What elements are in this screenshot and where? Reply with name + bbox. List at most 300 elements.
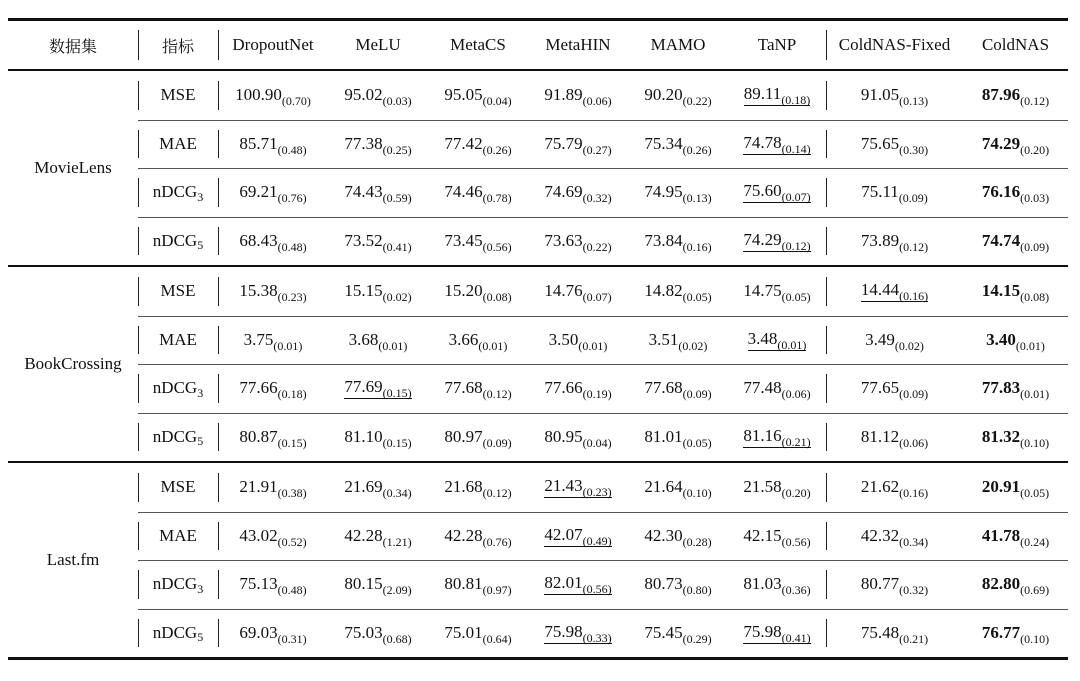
std-value: (0.12): [899, 239, 929, 254]
value-cell: [728, 267, 826, 316]
metric-value: [239, 133, 307, 157]
metric-name: MAE: [159, 329, 197, 349]
value-cell: [328, 217, 428, 266]
column-divider: [826, 326, 827, 355]
std-value: (0.15): [382, 386, 412, 401]
std-value: (0.06): [582, 94, 612, 109]
metric-value: [444, 230, 512, 254]
column-divider: [826, 277, 827, 306]
column-header: [218, 21, 328, 69]
value-cell: [628, 560, 728, 609]
value-cell: [328, 71, 428, 120]
column-header: [8, 21, 138, 69]
metric-name: MAE: [159, 525, 197, 545]
column-divider: [826, 570, 827, 599]
best-value: [981, 182, 1050, 206]
std-value: (0.08): [482, 290, 512, 305]
mean-value: 42.07: [544, 524, 583, 544]
column-divider: [826, 227, 827, 256]
mean-value: 3.50: [548, 329, 579, 349]
mean-value: 76.16: [981, 182, 1021, 202]
std-value: (0.56): [582, 582, 612, 597]
std-value: (0.07): [582, 290, 612, 305]
metric-value: [743, 477, 811, 501]
value-cell: [963, 609, 1068, 658]
metric-cell: [138, 512, 218, 561]
value-cell: [826, 609, 963, 658]
std-value: (0.20): [781, 486, 811, 501]
metric-value: [444, 477, 512, 501]
metric-value: [544, 85, 612, 109]
metric-value: [344, 622, 412, 646]
mean-value: 77.65: [860, 378, 900, 398]
column-divider: [138, 423, 139, 452]
best-value: [981, 85, 1050, 109]
column-header-label: MeLU: [355, 35, 401, 54]
metric-value: [344, 133, 412, 157]
column-header-label: MetaCS: [450, 35, 506, 54]
second-best-value: [743, 426, 810, 448]
std-value: (0.56): [781, 534, 811, 549]
column-divider: [138, 30, 139, 60]
mean-value: 75.48: [860, 622, 900, 642]
mean-value: 42.32: [860, 525, 900, 545]
metric-value: [239, 426, 307, 450]
std-value: (0.04): [482, 94, 512, 109]
std-value: (0.05): [1020, 486, 1050, 501]
std-value: (0.21): [899, 631, 929, 646]
mean-value: 43.02: [239, 525, 278, 545]
metric-subscript: 5: [197, 434, 204, 449]
value-cell: [428, 512, 528, 561]
metric-subscript: 3: [197, 189, 204, 204]
value-cell: [218, 71, 328, 120]
column-divider: [218, 277, 219, 306]
metric-cell: [138, 413, 218, 462]
metric-value: [344, 230, 412, 254]
column-divider: [138, 522, 139, 551]
std-value: (0.56): [482, 239, 512, 254]
mean-value: 81.32: [981, 426, 1021, 446]
std-value: (0.27): [582, 142, 612, 157]
column-divider: [218, 227, 219, 256]
column-header: [328, 21, 428, 69]
mean-value: 74.95: [644, 182, 683, 202]
mean-value: 3.51: [648, 329, 679, 349]
column-header: [826, 21, 963, 69]
mean-value: 69.03: [239, 622, 278, 642]
metric-cell: [138, 463, 218, 512]
metric-value: [860, 574, 929, 598]
std-value: (0.06): [781, 387, 811, 402]
mean-value: 3.75: [243, 329, 274, 349]
metric-cell: [138, 168, 218, 217]
column-divider: [218, 326, 219, 355]
value-cell: [328, 120, 428, 169]
column-header-label: ColdNAS-Fixed: [838, 35, 951, 54]
mean-value: 69.21: [239, 182, 278, 202]
column-divider: [826, 30, 827, 60]
column-divider: [218, 473, 219, 502]
metric-value: [860, 85, 929, 109]
value-cell: [963, 413, 1068, 462]
value-cell: [963, 364, 1068, 413]
mean-value: 81.01: [644, 426, 683, 446]
metric-cell: [138, 364, 218, 413]
value-cell: [218, 463, 328, 512]
mean-value: 76.77: [981, 622, 1021, 642]
metric-value: [239, 574, 307, 598]
mean-value: 91.05: [860, 85, 900, 105]
std-value: (0.48): [277, 583, 307, 598]
std-value: (0.09): [482, 435, 512, 450]
value-cell: [328, 609, 428, 658]
value-cell: [428, 463, 528, 512]
std-value: (1.21): [382, 534, 412, 549]
std-value: (0.02): [382, 290, 412, 305]
metric-value: [860, 622, 929, 646]
std-value: (0.01): [478, 338, 508, 353]
mean-value: 74.46: [444, 182, 483, 202]
column-divider: [218, 619, 219, 648]
std-value: (0.04): [582, 435, 612, 450]
value-cell: [628, 267, 728, 316]
mean-value: 73.63: [544, 230, 583, 250]
std-value: (0.15): [277, 435, 307, 450]
mean-value: 42.28: [344, 525, 383, 545]
std-value: (0.41): [781, 630, 811, 645]
mean-value: 75.98: [544, 621, 583, 641]
std-value: (0.01): [378, 338, 408, 353]
std-value: (0.52): [277, 534, 307, 549]
second-best-value: [344, 377, 411, 399]
value-cell: [328, 463, 428, 512]
metric-value: [344, 281, 412, 305]
mean-value: 75.60: [743, 181, 782, 201]
metric-value: [444, 574, 512, 598]
mean-value: 14.76: [544, 281, 583, 301]
metric-value: [344, 525, 412, 549]
value-cell: [628, 609, 728, 658]
std-value: (0.48): [277, 142, 307, 157]
value-cell: [826, 217, 963, 266]
value-cell: [218, 316, 328, 365]
metric-value: [865, 329, 924, 353]
column-divider: [138, 178, 139, 207]
best-value: [981, 281, 1050, 305]
std-value: (0.03): [1020, 191, 1050, 206]
mean-value: 21.62: [860, 477, 900, 497]
std-value: (0.01): [1015, 338, 1045, 353]
std-value: (0.41): [382, 239, 412, 254]
value-cell: [826, 71, 963, 120]
value-cell: [328, 168, 428, 217]
column-divider: [826, 130, 827, 159]
value-cell: [528, 560, 628, 609]
metric-value: [239, 281, 307, 305]
metric-value: [544, 230, 612, 254]
std-value: (0.26): [482, 142, 512, 157]
metric-value: [544, 281, 612, 305]
dataset-label: [8, 71, 138, 265]
value-cell: [218, 120, 328, 169]
mean-value: 74.29: [743, 229, 782, 249]
column-divider: [138, 130, 139, 159]
std-value: (0.07): [781, 190, 811, 205]
metric-cell: [138, 71, 218, 120]
metric-value: [544, 182, 612, 206]
mean-value: 90.20: [644, 85, 683, 105]
metric-value: [235, 85, 311, 109]
metric-value: [644, 230, 712, 254]
value-cell: [428, 609, 528, 658]
value-cell: [428, 364, 528, 413]
mean-value: 75.11: [861, 182, 899, 202]
metric-value: [239, 378, 307, 402]
column-header-label: MetaHIN: [545, 35, 611, 54]
mean-value: 75.13: [239, 574, 278, 594]
value-cell: [528, 609, 628, 658]
metric-value: [860, 378, 929, 402]
mean-value: 73.84: [644, 230, 683, 250]
std-value: (0.13): [682, 191, 712, 206]
mean-value: 77.68: [644, 378, 683, 398]
dataset-name: MovieLens: [34, 158, 112, 177]
column-header-label: DropoutNet: [232, 35, 314, 54]
column-header-label: 数据集: [48, 36, 97, 56]
metric-cell: [138, 609, 218, 658]
metric-value: [644, 133, 712, 157]
column-header: [728, 21, 826, 69]
metric-cell: [138, 316, 218, 365]
dataset-name: BookCrossing: [24, 354, 122, 373]
mean-value: 77.48: [743, 378, 782, 398]
column-header: [428, 21, 528, 69]
second-best-value: [743, 230, 810, 252]
mean-value: 81.03: [743, 574, 782, 594]
mean-value: 42.15: [743, 525, 782, 545]
mean-value: 95.02: [344, 85, 383, 105]
metric-cell: [138, 267, 218, 316]
mean-value: 75.34: [644, 133, 683, 153]
second-best-value: [544, 525, 611, 547]
value-cell: [826, 120, 963, 169]
best-value: [981, 230, 1050, 254]
mean-value: 74.43: [344, 182, 383, 202]
mean-value: 14.75: [743, 281, 782, 301]
column-divider: [138, 227, 139, 256]
metric-value: [444, 182, 512, 206]
mean-value: 42.28: [444, 525, 483, 545]
mean-value: 14.44: [860, 280, 900, 300]
mean-value: 68.43: [239, 230, 278, 250]
metric-value: [644, 281, 712, 305]
value-cell: [826, 316, 963, 365]
std-value: (0.68): [382, 631, 412, 646]
value-cell: [328, 267, 428, 316]
std-value: (0.09): [899, 387, 929, 402]
std-value: (0.32): [899, 583, 929, 598]
value-cell: [963, 316, 1068, 365]
value-cell: [528, 512, 628, 561]
mean-value: 74.69: [544, 182, 583, 202]
column-header-label: TaNP: [757, 35, 797, 54]
mean-value: 77.83: [981, 378, 1021, 398]
mean-value: 87.96: [981, 85, 1021, 105]
mean-value: 81.12: [860, 426, 900, 446]
mean-value: 77.68: [444, 378, 483, 398]
metric-value: [344, 85, 412, 109]
metric-value: [239, 182, 307, 206]
std-value: (0.80): [682, 583, 712, 598]
mean-value: 75.98: [743, 621, 782, 641]
best-value: [981, 133, 1050, 157]
std-value: (0.34): [899, 534, 929, 549]
mean-value: 15.38: [239, 281, 278, 301]
mean-value: 73.52: [344, 230, 383, 250]
mean-value: 80.97: [444, 426, 483, 446]
std-value: (0.12): [1020, 94, 1050, 109]
best-value: [981, 426, 1050, 450]
mean-value: 3.48: [747, 328, 778, 348]
std-value: (0.24): [1020, 534, 1050, 549]
column-divider: [138, 374, 139, 403]
metric-value: [548, 329, 608, 353]
value-cell: [218, 267, 328, 316]
std-value: (0.18): [277, 387, 307, 402]
value-cell: [728, 71, 826, 120]
value-cell: [826, 364, 963, 413]
best-value: [981, 477, 1050, 501]
std-value: (0.12): [482, 387, 512, 402]
mean-value: 91.89: [544, 85, 583, 105]
column-header: [963, 21, 1068, 69]
value-cell: [963, 168, 1068, 217]
column-divider: [138, 81, 139, 110]
metric-value: [243, 329, 303, 353]
second-best-value: [748, 329, 807, 351]
mean-value: 100.90: [235, 85, 282, 105]
column-divider: [826, 423, 827, 452]
mean-value: 82.80: [981, 574, 1021, 594]
mean-value: 80.73: [644, 574, 683, 594]
column-divider: [826, 81, 827, 110]
mean-value: 14.15: [981, 281, 1021, 301]
metric-value: [444, 525, 512, 549]
std-value: (0.29): [682, 631, 712, 646]
mean-value: 15.15: [344, 281, 383, 301]
second-best-value: [743, 622, 810, 644]
column-header-label: ColdNAS: [981, 35, 1050, 54]
metric-value: [444, 378, 512, 402]
std-value: (0.25): [382, 142, 412, 157]
metric-name: nDCG: [152, 378, 198, 398]
metric-value: [648, 329, 708, 353]
std-value: (0.01): [578, 338, 608, 353]
value-cell: [728, 463, 826, 512]
metric-value: [644, 378, 712, 402]
column-divider: [826, 178, 827, 207]
metric-name: MSE: [160, 281, 196, 301]
std-value: (0.08): [1020, 290, 1050, 305]
metric-value: [544, 378, 612, 402]
std-value: (0.33): [582, 630, 612, 645]
metric-value: [239, 525, 307, 549]
metric-name: nDCG: [152, 182, 198, 202]
std-value: (0.97): [482, 583, 512, 598]
std-value: (0.05): [682, 435, 712, 450]
second-best-value: [544, 622, 611, 644]
value-cell: [328, 413, 428, 462]
std-value: (0.22): [582, 239, 612, 254]
mean-value: 80.77: [860, 574, 900, 594]
std-value: (0.01): [273, 338, 303, 353]
std-value: (0.76): [482, 534, 512, 549]
mean-value: 21.91: [239, 477, 278, 497]
std-value: (0.21): [781, 434, 811, 449]
std-value: (0.13): [899, 94, 929, 109]
std-value: (0.05): [682, 290, 712, 305]
value-cell: [328, 316, 428, 365]
column-divider: [218, 374, 219, 403]
metric-value: [743, 574, 811, 598]
std-value: (0.23): [582, 485, 612, 500]
value-cell: [826, 413, 963, 462]
mean-value: 77.66: [544, 378, 583, 398]
metric-value: [644, 85, 712, 109]
std-value: (2.09): [382, 583, 412, 598]
std-value: (0.78): [482, 191, 512, 206]
column-divider: [218, 522, 219, 551]
metric-value: [644, 426, 712, 450]
best-value: [986, 329, 1045, 353]
std-value: (0.32): [582, 191, 612, 206]
metric-cell: [138, 217, 218, 266]
value-cell: [826, 463, 963, 512]
value-cell: [963, 560, 1068, 609]
metric-value: [344, 426, 412, 450]
value-cell: [728, 168, 826, 217]
std-value: (0.19): [582, 387, 612, 402]
second-best-value: [744, 84, 811, 106]
value-cell: [428, 560, 528, 609]
value-cell: [428, 413, 528, 462]
mean-value: 74.78: [743, 132, 782, 152]
mean-value: 3.49: [865, 329, 895, 349]
value-cell: [728, 120, 826, 169]
value-cell: [528, 71, 628, 120]
value-cell: [628, 217, 728, 266]
column-divider: [218, 130, 219, 159]
metric-value: [239, 230, 307, 254]
metric-value: [743, 378, 811, 402]
mean-value: 3.40: [986, 329, 1016, 349]
column-divider: [826, 473, 827, 502]
column-divider: [826, 522, 827, 551]
std-value: (0.02): [894, 338, 924, 353]
mean-value: 42.30: [644, 525, 683, 545]
std-value: (0.06): [899, 435, 929, 450]
std-value: (0.28): [682, 534, 712, 549]
metric-value: [644, 525, 712, 549]
value-cell: [628, 316, 728, 365]
metric-value: [860, 230, 929, 254]
mean-value: 77.38: [344, 133, 383, 153]
metric-value: [444, 281, 512, 305]
value-cell: [963, 267, 1068, 316]
metric-value: [644, 477, 712, 501]
column-divider: [138, 570, 139, 599]
